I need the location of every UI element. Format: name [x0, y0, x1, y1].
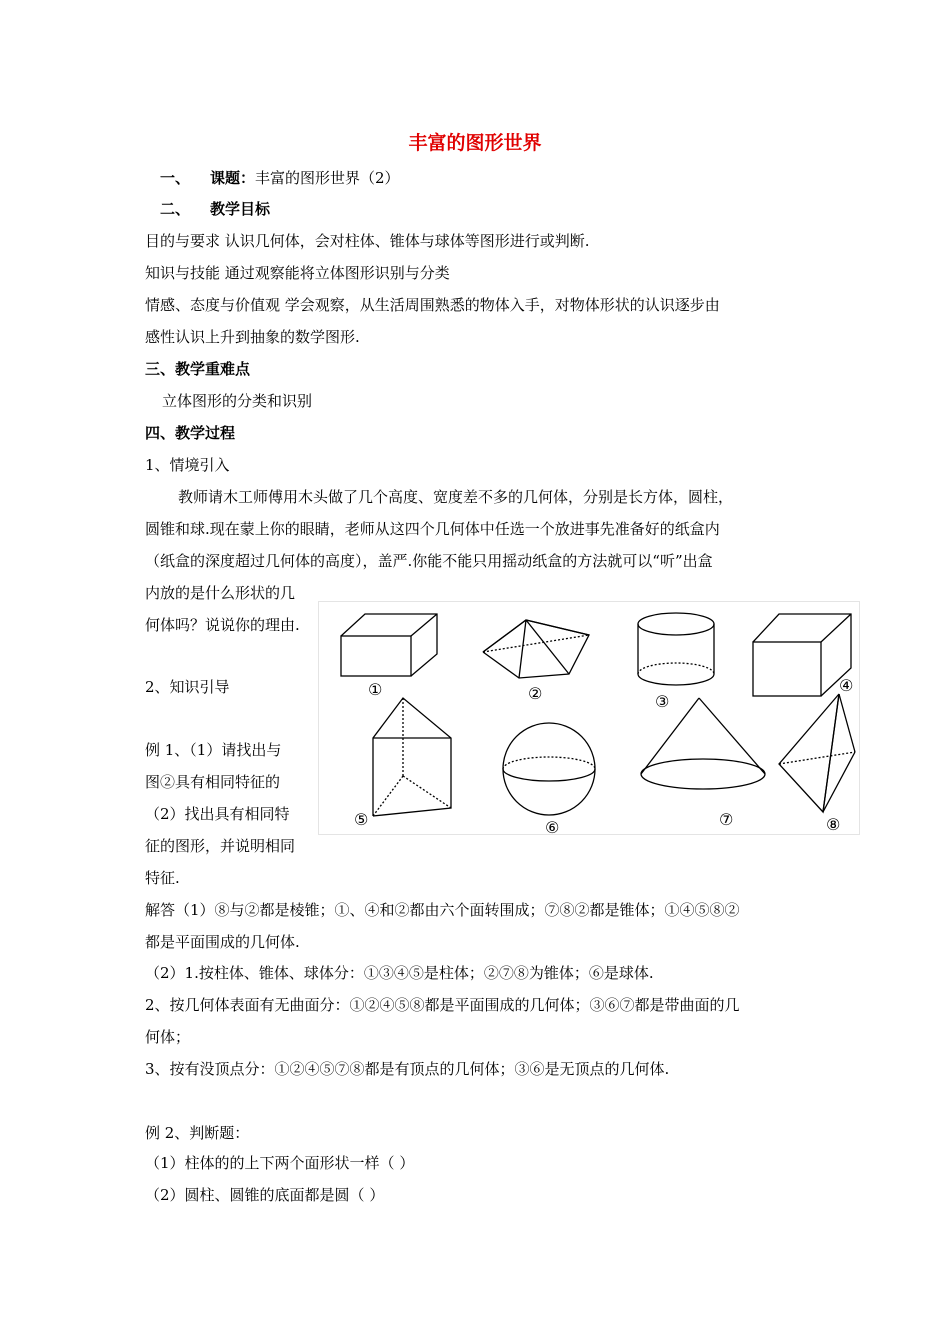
step-guide: 2、知识引导	[145, 678, 230, 696]
intro-para-4: 内放的是什么形状的几	[145, 584, 296, 602]
intro-para-2: 圆锥和球.现在蒙上你的眼睛，老师从这四个几何体中任选一个放进事先准备好的纸盒内	[145, 520, 720, 538]
keypoint-text: 立体图形的分类和识别	[162, 392, 313, 410]
section-process: 四、教学过程	[145, 424, 236, 442]
example2-heading: 例 2、判断题：	[145, 1124, 250, 1142]
shape-label-1: ①	[368, 680, 383, 699]
shape-label-5: ⑤	[354, 810, 369, 829]
section-number: 二、	[160, 200, 191, 218]
section-goals	[160, 202, 270, 217]
section-keypoints: 三、教学重难点	[145, 360, 251, 378]
goal-line-1: 目的与要求 认识几何体，会对柱体、锥体与球体等图形进行或判断.	[145, 232, 590, 250]
example1-line-b: 图②具有相同特征的	[145, 773, 281, 791]
answer-line-3: （2）1.按柱体、锥体、球体分：①③④⑤是柱体；②⑦⑧为锥体；⑥是球体.	[145, 964, 654, 982]
shape-label-7: ⑦	[719, 810, 734, 829]
question-2: （2）圆柱、圆锥的底面都是圆（ ）	[145, 1186, 385, 1204]
sphere-icon	[503, 723, 595, 815]
question-1: （1）柱体的的上下两个面形状一样（ ）	[145, 1154, 415, 1172]
cube-icon	[753, 614, 854, 696]
answer-line-4: 2、按几何体表面有无曲面分：①②④⑤⑧都是平面围成的几何体；③⑥⑦都是带曲面的几	[145, 996, 740, 1014]
example1-line-a: 例 1、（1）请找出与	[145, 741, 282, 759]
answer-line-1: 解答（1）⑧与②都是棱锥；①、④和②都由六个面转围成；⑦⑧②都是锥体；①④⑤⑧②	[145, 901, 740, 919]
section-topic-label: 课题：	[210, 169, 256, 187]
section-topic	[160, 171, 400, 186]
cuboid-icon	[341, 614, 437, 676]
cylinder-icon	[638, 613, 714, 685]
shape-label-3: ③	[655, 692, 670, 711]
example1-line-c: （2）找出具有相同特	[145, 805, 290, 823]
shape-label-8: ⑧	[826, 815, 841, 834]
intro-para-5: 何体吗？说说你的理由.	[145, 616, 300, 634]
example1-line-d: 征的图形，并说明相同	[145, 837, 296, 855]
section-goals-label: 教学目标	[210, 200, 271, 218]
shape-label-2: ②	[528, 684, 543, 703]
answer-line-2: 都是平面围成的几何体.	[145, 933, 300, 951]
bipyramid-icon	[779, 694, 855, 812]
intro-para-1: 教师请木工师傅用木头做了几个高度、宽度差不多的几何体，分别是长方体，圆柱，	[178, 488, 734, 506]
triangular-prism-icon	[373, 698, 451, 816]
goal-line-3: 情感、态度与价值观 学会观察，从生活周围熟悉的物体入手，对物体形状的认识逐步由	[145, 296, 720, 314]
pentagonal-pyramid-icon	[483, 620, 589, 678]
intro-para-3: （纸盒的深度超过几何体的高度），盖严.你能不能只用摇动纸盒的方法就可以“听”出盒	[145, 552, 713, 570]
section-topic-text: 丰富的图形世界（2）	[255, 169, 400, 187]
goal-line-3b: 感性认识上升到抽象的数学图形.	[145, 328, 360, 346]
section-number: 一、	[160, 169, 191, 187]
solids-figure	[318, 601, 860, 835]
goal-line-2: 知识与技能 通过观察能将立体图形识别与分类	[145, 264, 450, 282]
shape-label-6: ⑥	[545, 818, 560, 837]
cone-icon	[641, 698, 765, 789]
shape-label-4: ④	[839, 676, 854, 695]
example1-line-e: 特征.	[145, 869, 180, 887]
step-intro: 1、情境引入	[145, 456, 230, 474]
page-title: 丰富的图形世界	[408, 132, 542, 154]
answer-line-6: 3、按有没顶点分：①②④⑤⑦⑧都是有顶点的几何体；③⑥是无顶点的几何体.	[145, 1060, 670, 1078]
answer-line-5: 何体；	[145, 1028, 191, 1046]
